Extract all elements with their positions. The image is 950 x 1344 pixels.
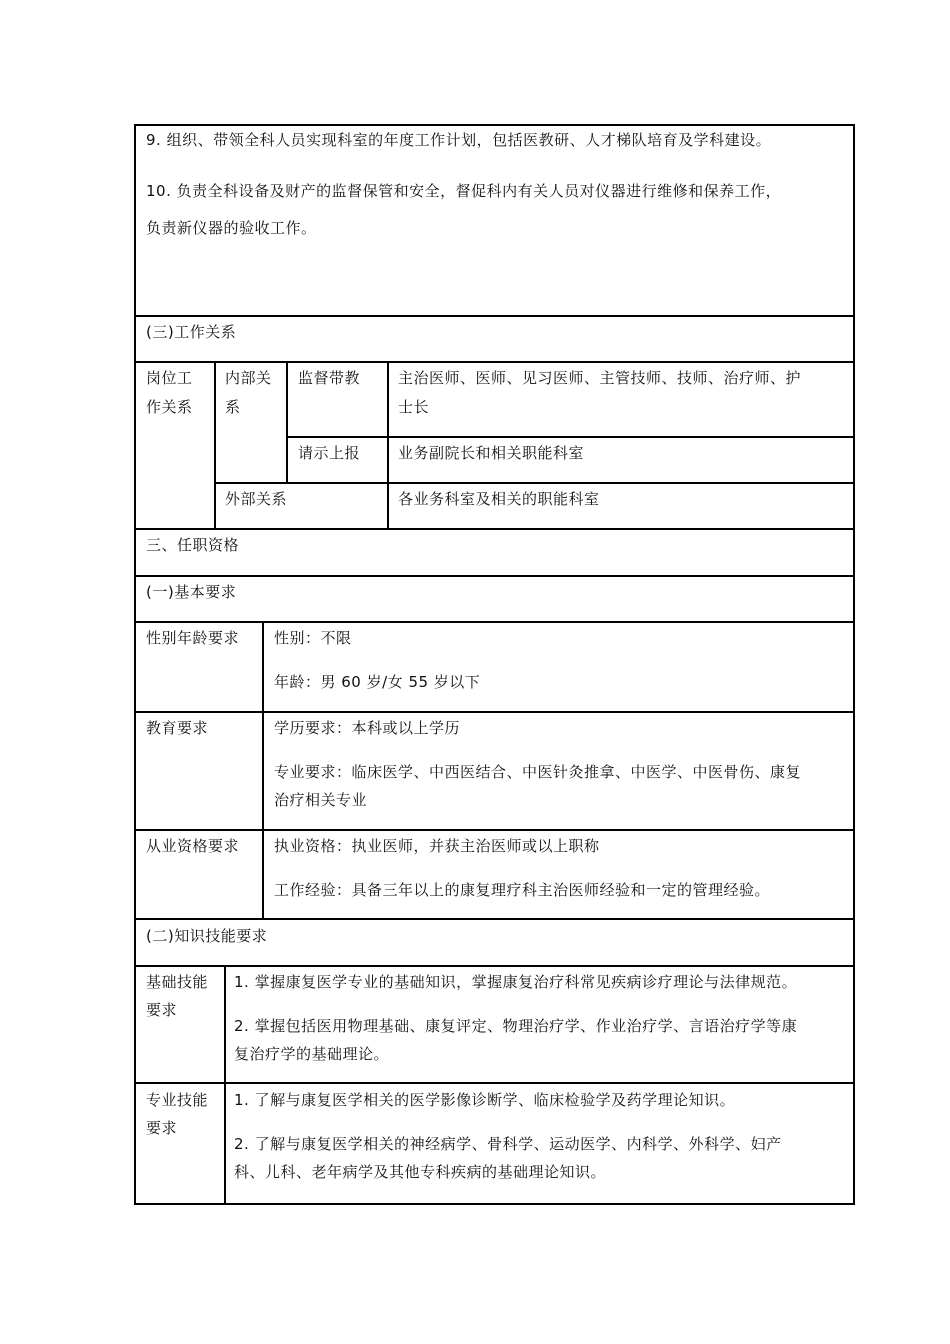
pro-skills-label-cont: 要求 <box>146 1119 178 1137</box>
basic-skill-item: 1. 掌握康复医学专业的基础知识，掌握康复治疗科常见疾病诊疗理论与法律规范。 <box>234 973 798 991</box>
position-relations-label: 岗位工 <box>146 369 193 387</box>
rule <box>286 361 288 483</box>
section-heading-skills: (二)知识技能要求 <box>146 927 268 945</box>
internal-relations-label-cont: 系 <box>225 398 241 416</box>
report-label: 请示上报 <box>298 444 361 462</box>
rule <box>224 965 226 1205</box>
license-value: 执业资格：执业医师，并获主治医师或以上职称 <box>274 837 600 855</box>
pro-skill-item: 2. 了解与康复医学相关的神经病学、骨科学、运动医学、内科学、外科学、妇产 <box>234 1135 782 1153</box>
experience-value: 工作经验：具备三年以上的康复理疗科主治医师经验和一定的管理经验。 <box>274 881 771 899</box>
rule <box>214 361 216 529</box>
degree-value: 学历要求：本科或以上学历 <box>274 719 461 737</box>
duty-item-9: 9. 组织、带领全科人员实现科室的年度工作计划，包括医教研、人才梯队培育及学科建设。 <box>146 131 772 149</box>
external-relations-label: 外部关系 <box>225 490 288 508</box>
section-heading-work-relations: (三)工作关系 <box>146 323 237 341</box>
basic-skills-label-cont: 要求 <box>146 1001 178 1019</box>
internal-relations-label: 内部关 <box>225 369 272 387</box>
gender-age-label: 性别年龄要求 <box>146 629 240 647</box>
supervise-value: 主治医师、医师、见习医师、主管技师、技师、治疗师、护 <box>398 369 802 387</box>
external-relations-value: 各业务科室及相关的职能科室 <box>398 490 600 508</box>
rule <box>262 621 264 919</box>
pro-skill-item: 1. 了解与康复医学相关的医学影像诊断学、临床检验学及药学理论知识。 <box>234 1091 736 1109</box>
rule <box>134 1082 855 1084</box>
rule <box>134 361 855 363</box>
basic-skills-label: 基础技能 <box>146 973 209 991</box>
duty-item-10: 10. 负责全科设备及财产的监督保管和安全，督促科内有关人员对仪器进行维修和保养工作， <box>146 182 782 200</box>
document-table <box>134 124 855 1205</box>
supervise-value-cont: 士长 <box>398 398 430 416</box>
basic-skill-item-cont: 复治疗学的基础理论。 <box>234 1045 390 1063</box>
duty-item-10-cont: 负责新仪器的验收工作。 <box>146 219 317 237</box>
pro-skills-label: 专业技能 <box>146 1091 209 1109</box>
major-value: 专业要求：临床医学、中西医结合、中医针灸推拿、中医学、中医骨伤、康复 <box>274 763 802 781</box>
rule <box>387 361 389 529</box>
major-value-cont: 治疗相关专业 <box>274 791 368 809</box>
rule <box>134 918 855 920</box>
rule <box>134 315 855 317</box>
rule <box>134 621 855 623</box>
rule <box>134 711 855 713</box>
position-relations-label-cont: 作关系 <box>146 398 193 416</box>
rule <box>287 436 855 438</box>
basic-skill-item: 2. 掌握包括医用物理基础、康复评定、物理治疗学、作业治疗学、言语治疗学等康 <box>234 1017 798 1035</box>
pro-skill-item-cont: 科、儿科、老年病学及其他专科疾病的基础理论知识。 <box>234 1163 607 1181</box>
rule <box>134 965 855 967</box>
education-label: 教育要求 <box>146 719 209 737</box>
gender-value: 性别：不限 <box>274 629 352 647</box>
report-value: 业务副院长和相关职能科室 <box>398 444 585 462</box>
section-heading-qualifications: 三、任职资格 <box>146 536 240 554</box>
section-heading-basic-requirements: (一)基本要求 <box>146 583 237 601</box>
age-value: 年龄：男 60 岁/女 55 岁以下 <box>274 673 481 691</box>
rule <box>134 829 855 831</box>
practice-label: 从业资格要求 <box>146 837 240 855</box>
supervise-label: 监督带教 <box>298 369 361 387</box>
rule <box>134 575 855 577</box>
rule <box>215 482 855 484</box>
rule <box>134 528 855 530</box>
